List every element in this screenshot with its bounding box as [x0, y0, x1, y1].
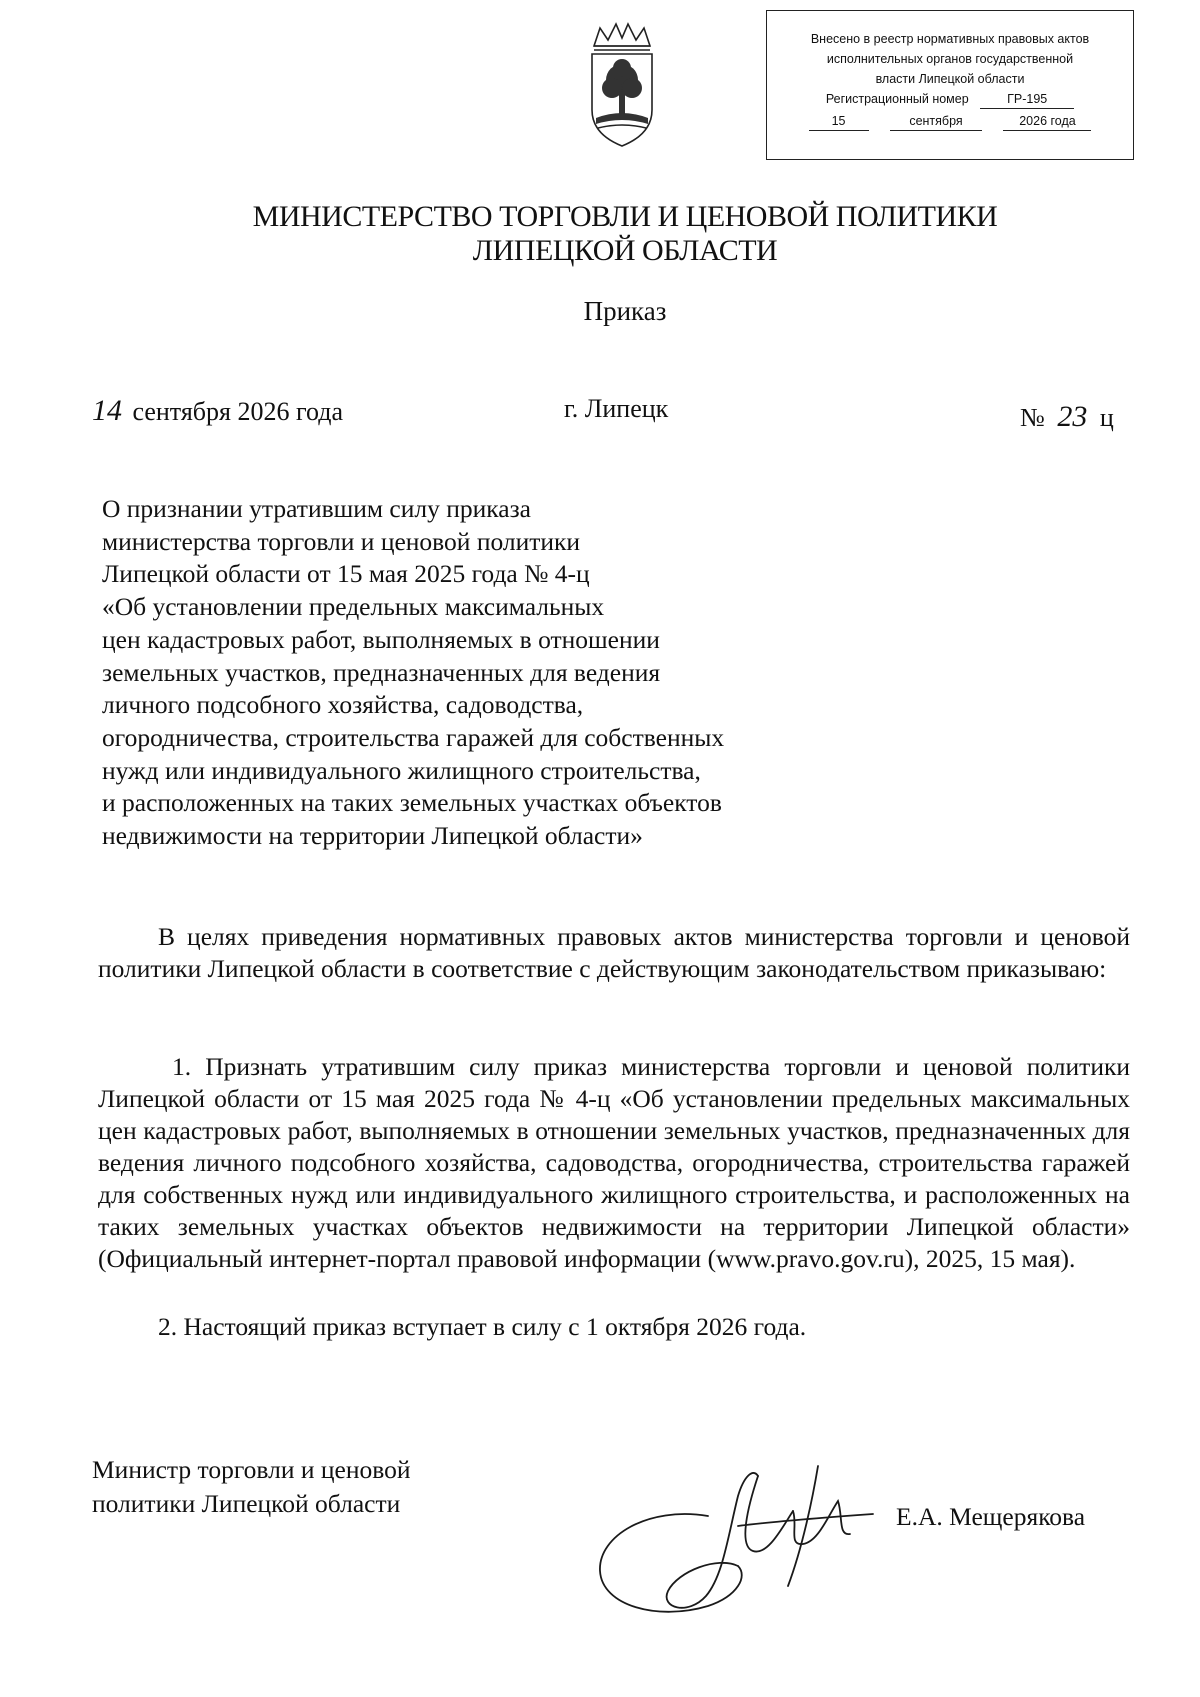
stamp-date-row [767, 111, 1133, 131]
stamp-line: Внесено в реестр нормативных правовых актов [810, 32, 1090, 46]
subject-line: министерства торговли и ценовой политики [102, 526, 581, 556]
number-handwritten: 23 [1057, 400, 1088, 433]
stamp-registration-row [767, 89, 1133, 109]
signatory-name: Е.А. Мещерякова [896, 1502, 1086, 1531]
number-prefix: № [1020, 403, 1045, 432]
registry-stamp [766, 10, 1134, 160]
subject-line: огородничества, строительства гаражей для собственных [102, 722, 725, 752]
stamp-line: власти Липецкой области [875, 72, 1025, 86]
subject-line: нужд или индивидуального жилищного строительства, [102, 755, 701, 785]
order-item-2: 2. Настоящий приказ вступает в силу с 1 октября 2026 года. [158, 1312, 807, 1341]
signatory-title-line: политики Липецкой области [92, 1489, 401, 1518]
document-type: Приказ [583, 296, 667, 326]
stamp-reg-number: ГР-195 [980, 91, 1074, 109]
date-rest: сентября 2026 года [132, 397, 344, 426]
subject-line: недвижимости на территории Липецкой области» [102, 821, 643, 851]
subject-line: «Об установлении предельных максимальных [102, 592, 605, 622]
stamp-month: сентября [890, 113, 982, 131]
stamp-year: 2026 года [1003, 113, 1091, 131]
subject-line: цен кадастровых работ, выполняемых в отношении [102, 624, 660, 654]
date-day-handwritten: 14 [92, 394, 122, 427]
stamp-day: 15 [809, 113, 869, 131]
number-suffix: ц [1099, 403, 1114, 432]
ministry-title-line2: ЛИПЕЦКОЙ ОБЛАСТИ [472, 234, 778, 267]
subject-line: и расположенных на таких земельных участках объектов [102, 788, 722, 818]
subject-line: личного подсобного хозяйства, садоводства, [102, 690, 584, 720]
handwritten-signature [588, 1456, 888, 1626]
document-subject [102, 493, 822, 853]
intro-paragraph: В целях приведения нормативных правовых актов министерства торговли и ценовой политики Липецкой области в соответствие с действующим законодательством приказываю: [98, 922, 1130, 983]
subject-line: Липецкой области от 15 мая 2025 года № 4-ц [102, 559, 590, 589]
subject-line: земельных участков, предназначенных для ведения [102, 657, 661, 687]
signatory-title-line: Министр торговли и ценовой [92, 1455, 411, 1484]
signatory-title [92, 1453, 411, 1521]
stamp-line: исполнительных органов государственной [826, 52, 1074, 66]
ministry-title-line1: МИНИСТЕРСТВО ТОРГОВЛИ И ЦЕНОВОЙ ПОЛИТИКИ [252, 200, 998, 233]
stamp-reg-label: Регистрационный номер [825, 92, 969, 106]
coat-of-arms-icon [582, 22, 662, 152]
subject-line: О признании утратившим силу приказа [102, 494, 531, 523]
order-item-1: 1. Признать утратившим силу приказ министерства торговли и ценовой политики Липецкой области от 15 мая 2025 года № 4-ц «Об установлении предельных максимальных цен кадастровых работ, выполняемых в отношении земельных участков, предназначенных для ведения личного подсобного хозяйства, садоводства, огородничества, строительства гаражей для собственных нужд или индивидуального жилищного строительства, и расположенных на таких земельных участках объектов недвижимости на территории Липецкой области» (Официальный интернет-портал правовой информации (www.pravo.gov.ru), 2025, 15 мая). [98, 1052, 1130, 1273]
document-city: г. Липецк [564, 394, 669, 423]
document-date [92, 394, 343, 428]
document-number [1020, 400, 1114, 434]
